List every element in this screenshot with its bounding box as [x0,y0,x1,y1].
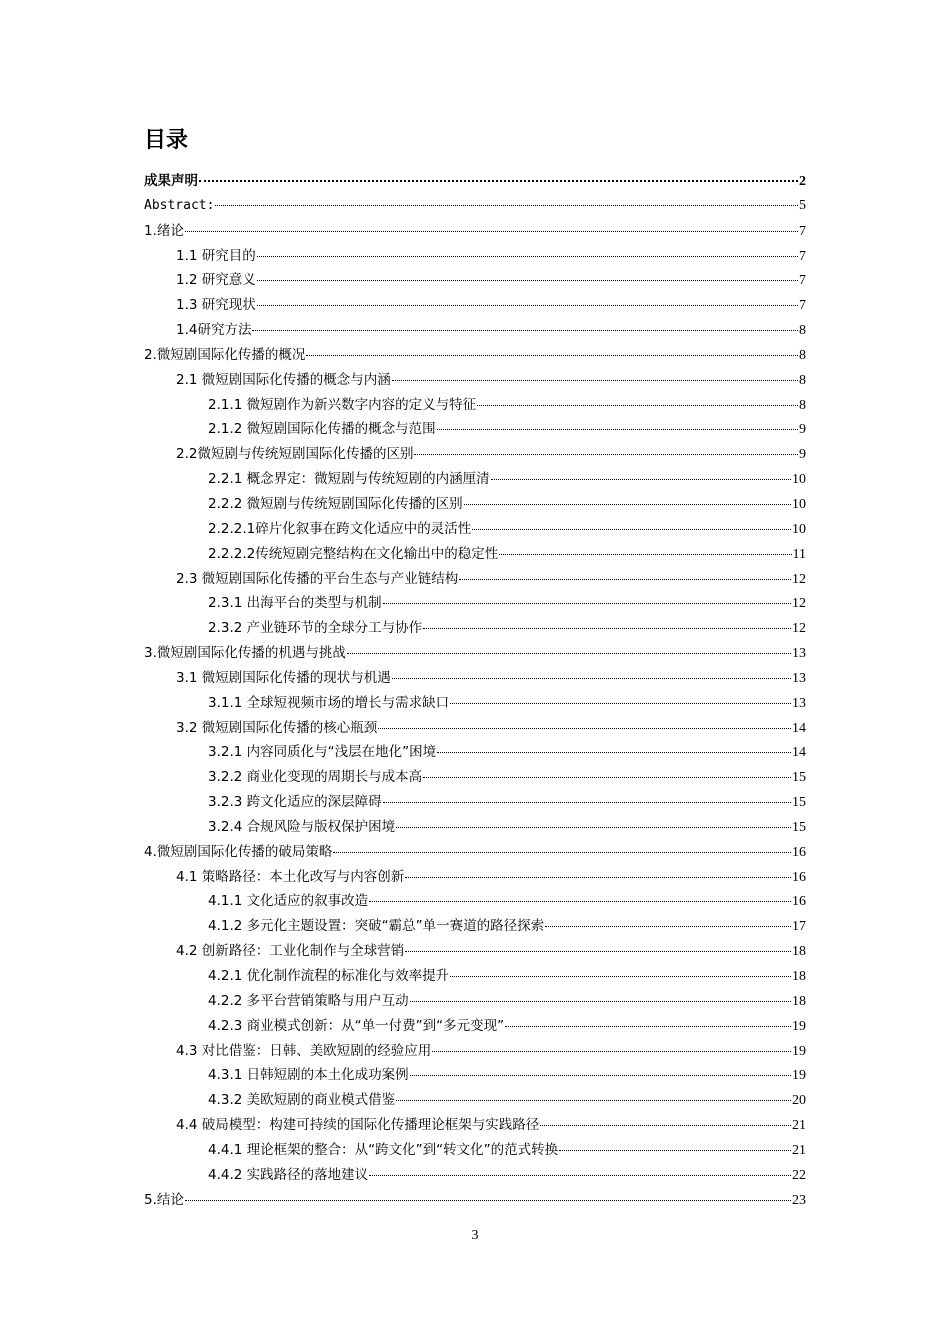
toc-entry-page: 15 [792,819,806,835]
toc-entry-title: 2.3.2 产业链环节的全球分工与协作 [208,620,423,637]
toc-dot-leader [215,205,798,206]
toc-dot-leader [392,380,798,381]
toc-entry-page: 7 [799,223,806,239]
toc-entry-title: 3.2.4 合规风险与版权保护困境 [208,818,396,835]
toc-dot-leader [383,603,791,604]
toc-dot-leader [257,280,798,281]
toc-entry-page: 13 [792,695,806,711]
toc-entry-page: 10 [792,496,806,512]
toc-entry-title: 4.3 对比借鉴：日韩、美欧短剧的经验应用 [176,1042,432,1059]
toc-dot-leader [410,1075,791,1076]
toc-entry-page: 14 [792,720,806,736]
toc-entry-page: 18 [792,944,806,960]
toc-entry-title: 2.3.1 出海平台的类型与机制 [208,595,382,612]
toc-entry-title: 4.2.2 多平台营销策略与用户互动 [208,992,409,1009]
toc-entry[interactable] [144,889,806,914]
toc-entry-page: 20 [792,1093,806,1109]
toc-entry[interactable] [144,393,806,418]
toc-entry-page: 7 [799,298,806,314]
toc-entry-page: 8 [799,397,806,413]
toc-entry-page: 19 [792,1043,806,1059]
toc-entry-title: 2.1 微短剧国际化传播的概念与内涵 [176,371,391,388]
toc-entry-title: 2.2.2.1碎片化叙事在跨文化适应中的灵活性 [208,520,472,537]
toc-entry[interactable] [144,517,806,542]
toc-entry-title: 4.3.1 日韩短剧的本土化成功案例 [208,1067,409,1084]
toc-entry-title: 3.2.3 跨文化适应的深层障碍 [208,794,382,811]
toc-entry-title: 5.结论 [144,1191,184,1208]
toc-entry[interactable] [144,567,806,592]
toc-entry[interactable] [144,368,806,393]
toc-entry[interactable] [144,1138,806,1163]
toc-entry-page: 12 [792,596,806,612]
toc-entry[interactable] [144,989,806,1014]
toc-entry[interactable] [144,244,806,269]
toc-entry-page: 18 [792,993,806,1009]
toc-entry-page: 8 [799,347,806,363]
toc-entry-title: 4.4 破局模型：构建可持续的国际化传播理论框架与实践路径 [176,1117,540,1134]
toc-dot-leader [306,355,798,356]
toc-entry-title: 4.2.3 商业模式创新：从“单一付费”到“多元变现” [208,1017,505,1034]
toc-dot-leader [423,628,791,629]
toc-entry[interactable] [144,691,806,716]
toc-entry-title: 3.2 微短剧国际化传播的核心瓶颈 [176,719,378,736]
toc-entry[interactable] [144,740,806,765]
toc-entry[interactable] [144,641,806,666]
toc-entry[interactable] [144,1088,806,1113]
toc-entry-title: 2.1.1 微短剧作为新兴数字内容的定义与特征 [208,396,477,413]
toc-entry[interactable] [144,790,806,815]
toc-entry-title: 2.2微短剧与传统短剧国际化传播的区别 [176,446,414,463]
toc-entry-title: 2.微短剧国际化传播的概况 [144,346,306,363]
toc-entry[interactable] [144,293,806,318]
toc-dot-leader [477,405,798,406]
toc-entry-title: 2.2.2 微短剧与传统短剧国际化传播的区别 [208,495,463,512]
toc-entry-page: 22 [792,1167,806,1183]
toc-entry-title: 成果声明 [144,173,198,189]
toc-dot-leader [252,330,798,331]
toc-entry[interactable] [144,815,806,840]
toc-dot-leader [369,901,791,902]
toc-entry-page: 15 [792,770,806,786]
page-title: 目录 [144,128,189,153]
toc-entry-title: 4.2.1 优化制作流程的标准化与效率提升 [208,968,450,984]
toc-entry[interactable] [144,914,806,939]
toc-entry-title: 3.1.1 全球短视频市场的增长与需求缺口 [208,694,450,711]
toc-entry-title: 4.4.2 实践路径的落地建议 [208,1166,369,1183]
toc-entry-page: 10 [792,472,806,488]
toc-entry[interactable] [144,492,806,517]
toc-dot-leader [505,1026,791,1027]
toc-entry[interactable] [144,865,806,890]
toc-dot-leader [378,728,791,729]
toc-entry[interactable] [144,964,806,989]
toc-entry-title: 4.微短剧国际化传播的破局策略 [144,843,333,860]
toc-entry-page: 18 [792,969,806,984]
toc-entry-page: 21 [792,1118,806,1134]
toc-entry[interactable] [144,1014,806,1039]
toc-entry-page: 12 [792,571,806,587]
toc-entry-page: 19 [792,1018,806,1034]
toc-dot-leader [437,752,791,753]
toc-entry[interactable] [144,194,806,219]
toc-entry-page: 21 [792,1142,806,1158]
toc-entry[interactable] [144,417,806,442]
toc-dot-leader [347,653,791,654]
toc-entry-title: 2.2.2.2传统短剧完整结构在文化输出中的稳定性 [208,545,499,562]
toc-dot-leader [437,429,798,430]
toc-entry[interactable] [144,268,806,293]
toc-entry-page: 10 [792,521,806,537]
toc-entry-title: 4.3.2 美欧短剧的商业模式借鉴 [208,1092,396,1109]
toc-entry-title: 4.1.2 多元化主题设置：突破“霸总”单一赛道的路径探索 [208,918,545,935]
toc-entry-title: 1.4研究方法 [176,322,252,339]
toc-entry[interactable] [144,1188,806,1213]
toc-entry[interactable] [144,591,806,616]
toc-entry-title: 1.2 研究意义 [176,272,256,289]
toc-entry-title: 3.1 微短剧国际化传播的现状与机遇 [176,669,391,686]
toc-entry[interactable] [144,616,806,641]
toc-entry-page: 16 [792,869,806,885]
toc-dot-leader [432,1051,791,1052]
toc-entry-page: 11 [792,546,806,562]
toc-entry-page: 13 [792,670,806,686]
toc-entry-page: 9 [799,447,806,463]
page-number: 3 [471,1228,479,1243]
toc-entry[interactable] [144,939,806,964]
toc-dot-leader [383,802,791,803]
toc-entry-title: 3.2.2 商业化变现的周期长与成本高 [208,769,423,786]
toc-dot-leader [257,305,798,306]
toc-entry-page: 7 [799,273,806,289]
toc-entry-page: 12 [792,621,806,637]
toc-dot-leader [491,479,791,480]
toc-entry[interactable] [144,318,806,343]
toc-entry-title: 2.2.1 概念界定：微短剧与传统短剧的内涵厘清 [208,471,490,488]
toc-dot-leader [450,976,791,977]
toc-dot-leader [257,256,798,257]
toc-entry-page: 17 [792,919,806,935]
toc-entry-page: 19 [792,1068,806,1084]
toc-entry[interactable] [144,666,806,691]
toc-entry-title: 4.2 创新路径：工业化制作与全球营销 [176,943,405,960]
toc-entry[interactable] [144,1039,806,1064]
toc-dot-leader [185,1200,791,1201]
toc-entry-page: 9 [799,422,806,438]
toc-entry[interactable] [144,765,806,790]
toc-entry[interactable] [144,542,806,567]
toc-dot-leader [499,554,791,555]
toc-entry-page: 16 [792,844,806,860]
toc-dot-leader [472,529,791,530]
toc-entry-page: 7 [799,248,806,264]
toc-dot-leader [396,827,791,828]
toc-entry-page: 2 [799,174,806,189]
toc-entry-page: 23 [792,1192,806,1208]
toc-dot-leader [405,877,791,878]
toc-dot-leader [410,1001,791,1002]
toc-entry-title: Abstract: [144,197,215,213]
toc-dot-leader [545,926,791,927]
toc-dot-leader [559,1150,791,1151]
toc-entry[interactable] [144,169,806,194]
toc-dot-leader [450,703,791,704]
toc-entry-page: 15 [792,795,806,811]
table-of-contents [144,169,806,1212]
toc-entry-title: 3.2.1 内容同质化与“浅层在地化”困境 [208,744,437,761]
toc-entry[interactable] [144,343,806,368]
toc-dot-leader [396,1100,791,1101]
toc-dot-leader [369,1175,791,1176]
toc-dot-leader [185,231,798,232]
toc-dot-leader [392,678,791,679]
toc-entry-title: 1.1 研究目的 [176,247,256,264]
toc-entry-title: 2.3 微短剧国际化传播的平台生态与产业链结构 [176,570,459,587]
toc-entry-page: 8 [799,372,806,388]
toc-entry-title: 4.4.1 理论框架的整合：从“跨文化”到“转文化”的范式转换 [208,1141,559,1158]
toc-entry[interactable] [144,1063,806,1088]
toc-entry[interactable] [144,467,806,492]
toc-entry-title: 4.1.1 文化适应的叙事改造 [208,893,369,910]
toc-entry-title: 1.绪论 [144,222,184,239]
toc-entry-title: 1.3 研究现状 [176,297,256,314]
toc-dot-leader [459,579,791,580]
toc-entry-page: 14 [792,745,806,761]
toc-dot-leader [540,1125,791,1126]
toc-entry[interactable] [144,1163,806,1188]
toc-entry-title: 3.微短剧国际化传播的机遇与挑战 [144,645,346,662]
toc-entry[interactable] [144,840,806,865]
toc-entry-page: 16 [792,894,806,910]
toc-dot-leader [423,777,791,778]
toc-entry[interactable] [144,442,806,467]
toc-entry[interactable] [144,219,806,244]
toc-dot-leader [333,852,791,853]
toc-entry-page: 13 [792,646,806,662]
toc-entry-title: 2.1.2 微短剧国际化传播的概念与范围 [208,421,436,438]
toc-dot-leader [464,504,791,505]
toc-entry[interactable] [144,1113,806,1138]
toc-entry-page: 8 [799,323,806,339]
toc-dot-leader [405,951,791,952]
toc-entry-title: 4.1 策略路径：本土化改写与内容创新 [176,868,405,885]
toc-dot-leader [414,454,798,455]
toc-dot-leader [199,180,798,182]
toc-entry-page: 5 [799,197,806,213]
toc-entry[interactable] [144,716,806,741]
